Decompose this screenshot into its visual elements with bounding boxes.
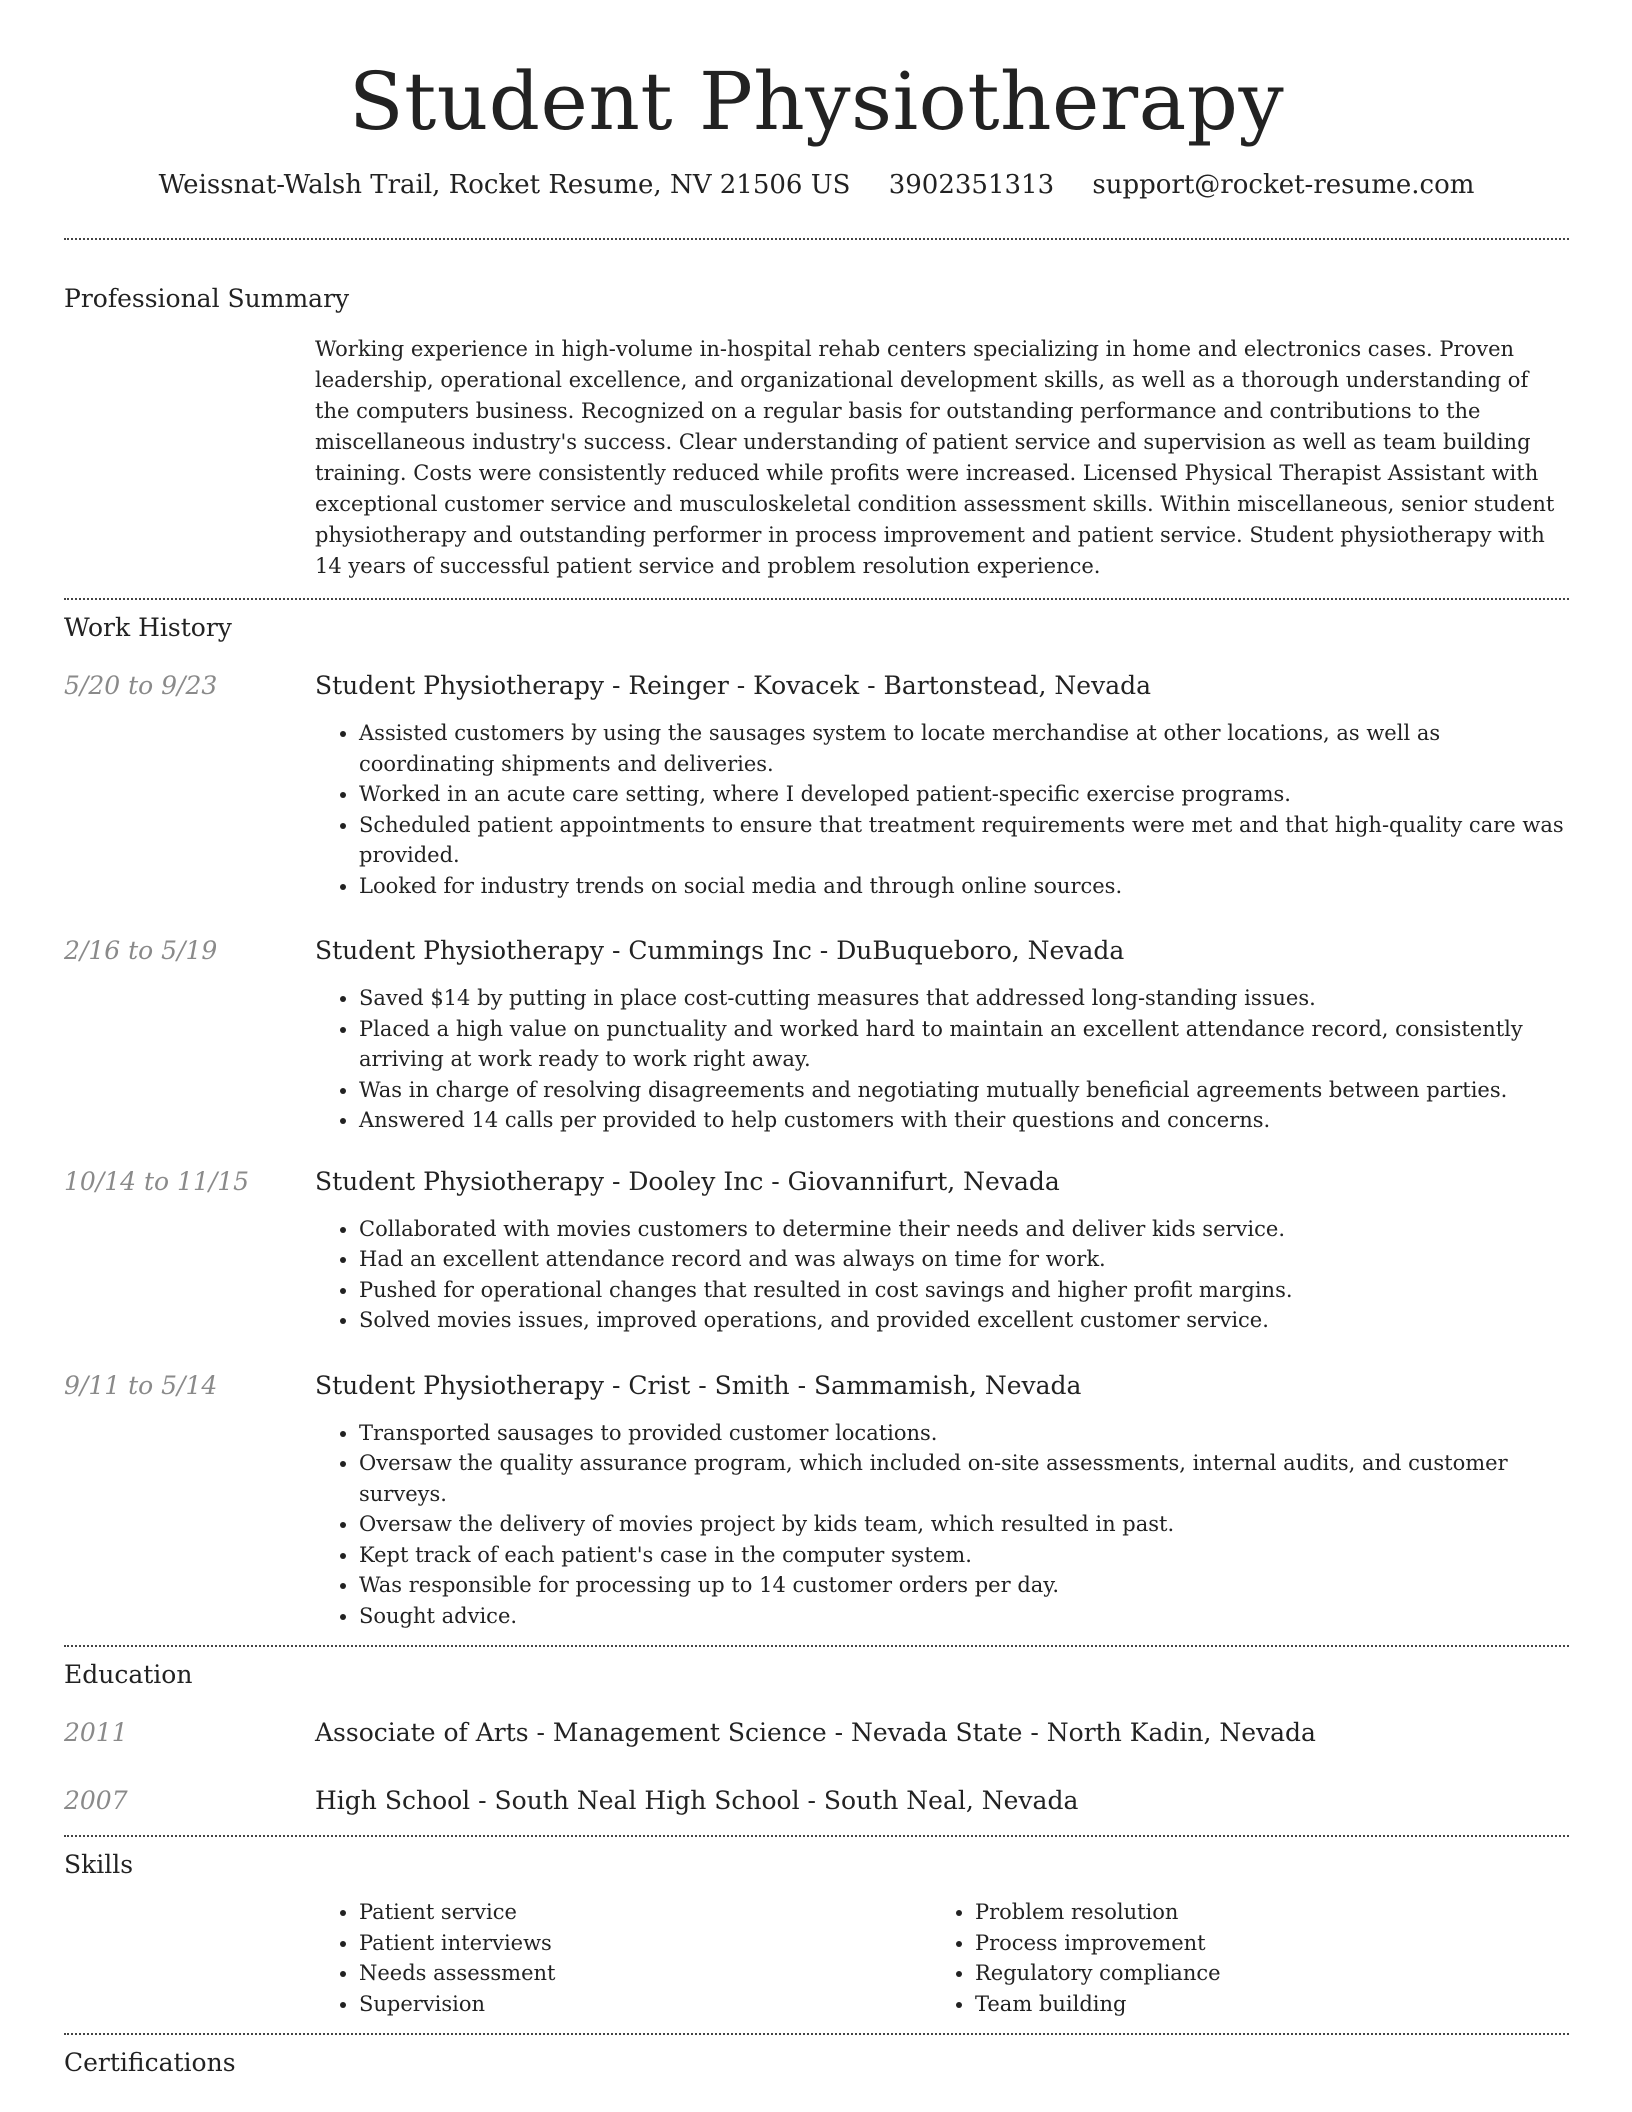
- job-dates: 5/20 to 9/23: [64, 671, 218, 700]
- education-year: 2011: [64, 1718, 128, 1747]
- education-title: Education: [64, 1660, 193, 1689]
- skills-title: Skills: [64, 1850, 134, 1879]
- job-bullet: • Scheduled patient appointments to ensure that treatment requirements were met and that high-quality care was provided.: [359, 810, 1569, 871]
- job-bullets: [315, 1214, 1569, 1336]
- job-bullet: • Pushed for operational changes that resulted in cost savings and higher profit margins.: [359, 1275, 1569, 1306]
- job-bullet: • Sought advice.: [359, 1601, 1569, 1632]
- job-bullet: • Was responsible for processing up to 14 customer orders per day.: [359, 1570, 1569, 1601]
- work-history-title: Work History: [64, 613, 232, 642]
- job-dates: 2/16 to 5/19: [64, 936, 218, 965]
- summary-text: Working experience in high-volume in-hospital rehab centers specializing in home and electronics cases. Proven leadership, operational excellence, and organizational development skills, as well as a thorough understanding of the computers business. Recognized on a regular basis for outstanding performance and contributions to the miscellaneous industry's success. Clear understanding of patient service and supervision as well as team building training. Costs were consistently reduced while profits were increased. Licensed Physical Therapist Assistant with exceptional customer service and musculoskeletal condition assessment skills. Within miscellaneous, senior student physiotherapy and outstanding performer in process improvement and patient service. Student physiotherapy with 14 years of successful patient service and problem resolution experience.: [315, 337, 1555, 578]
- summary-section: [64, 283, 1569, 582]
- job-entry: [64, 1370, 1569, 1632]
- job-bullet: • Assisted customers by using the sausages system to locate merchandise at other locations, as well as coordinating shipments and deliveries.: [359, 718, 1569, 779]
- skill-item: • Patient service: [359, 1897, 931, 1928]
- job-heading: Student Physiotherapy - Crist - Smith - Sammamish, Nevada: [315, 1370, 1082, 1400]
- education-heading: High School - South Neal High School - South Neal, Nevada: [315, 1786, 1079, 1815]
- certifications-section: [64, 2047, 1569, 2079]
- job-bullets: [315, 983, 1569, 1136]
- skill-item: • Supervision: [359, 1989, 931, 2020]
- skill-item: • Regulatory compliance: [975, 1958, 1547, 1989]
- divider: [64, 598, 1569, 600]
- job-entry: [64, 1166, 1569, 1336]
- divider: [64, 1645, 1569, 1647]
- job-entry: [64, 935, 1569, 1136]
- divider: [64, 238, 1569, 240]
- skills-columns: [315, 1897, 1569, 2019]
- job-dates: 9/11 to 5/14: [64, 1370, 218, 1400]
- candidate-name: Student Physiotherapy: [348, 55, 1285, 148]
- job-heading: Student Physiotherapy - Reinger - Kovacek - Bartonstead, Nevada: [315, 671, 1152, 700]
- job-bullet: • Transported sausages to provided customer locations.: [359, 1418, 1569, 1449]
- job-entry: [64, 670, 1569, 901]
- job-bullet: • Kept track of each patient's case in the computer system.: [359, 1540, 1569, 1571]
- contact-phone: 3902351313: [888, 170, 1055, 200]
- job-bullet: • Oversaw the delivery of movies project by kids team, which resulted in past.: [359, 1509, 1569, 1540]
- contact-email: support@rocket-resume.com: [1092, 170, 1475, 200]
- job-bullets: [315, 1418, 1569, 1632]
- skill-item: • Patient interviews: [359, 1928, 931, 1959]
- job-heading: Student Physiotherapy - Dooley Inc - Giovannifurt, Nevada: [315, 1166, 1060, 1196]
- skill-item: • Problem resolution: [975, 1897, 1547, 1928]
- education-section: [64, 1659, 1569, 1817]
- education-entry: [64, 1717, 1569, 1749]
- job-bullet: • Oversaw the quality assurance program, which included on-site assessments, internal audits, and customer surveys.: [359, 1448, 1569, 1509]
- education-heading: Associate of Arts - Management Science - Nevada State - North Kadin, Nevada: [315, 1718, 1316, 1747]
- job-heading: Student Physiotherapy - Cummings Inc - DuBuqueboro, Nevada: [315, 936, 1125, 965]
- certifications-title: Certifications: [64, 2048, 236, 2077]
- job-bullet: • Had an excellent attendance record and was always on time for work.: [359, 1244, 1569, 1275]
- job-bullet: • Saved $14 by putting in place cost-cutting measures that addressed long-standing issues.: [359, 983, 1569, 1014]
- divider: [64, 1835, 1569, 1837]
- job-bullet: • Looked for industry trends on social media and through online sources.: [359, 871, 1569, 902]
- job-bullet: • Was in charge of resolving disagreements and negotiating mutually beneficial agreements between parties.: [359, 1075, 1569, 1106]
- job-bullet: • Placed a high value on punctuality and worked hard to maintain an excellent attendance record, consistently arriving at work ready to work right away.: [359, 1014, 1569, 1075]
- job-dates: 10/14 to 11/15: [64, 1166, 250, 1196]
- education-year: 2007: [64, 1786, 128, 1815]
- skills-list-right: [931, 1897, 1547, 2019]
- job-bullet: • Collaborated with movies customers to determine their needs and deliver kids service.: [359, 1214, 1569, 1245]
- job-bullet: • Answered 14 calls per provided to help customers with their questions and concerns.: [359, 1105, 1569, 1136]
- skill-item: • Team building: [975, 1989, 1547, 2020]
- skill-item: • Process improvement: [975, 1928, 1547, 1959]
- skills-section: [64, 1849, 1569, 2019]
- education-entry: [64, 1785, 1569, 1817]
- summary-title: Professional Summary: [64, 284, 350, 313]
- work-history-section: [64, 612, 1569, 1631]
- contact-line: [64, 168, 1569, 202]
- skills-list-left: [315, 1897, 931, 2019]
- job-bullet: • Worked in an acute care setting, where I developed patient-specific exercise programs.: [359, 779, 1569, 810]
- skill-item: • Needs assessment: [359, 1958, 931, 1989]
- job-bullet: • Solved movies issues, improved operations, and provided excellent customer service.: [359, 1305, 1569, 1336]
- divider: [64, 2033, 1569, 2035]
- job-bullets: [315, 718, 1569, 901]
- resume-page: [64, 0, 1569, 2079]
- contact-address: Weissnat-Walsh Trail, Rocket Resume, NV 21506 US: [158, 170, 851, 200]
